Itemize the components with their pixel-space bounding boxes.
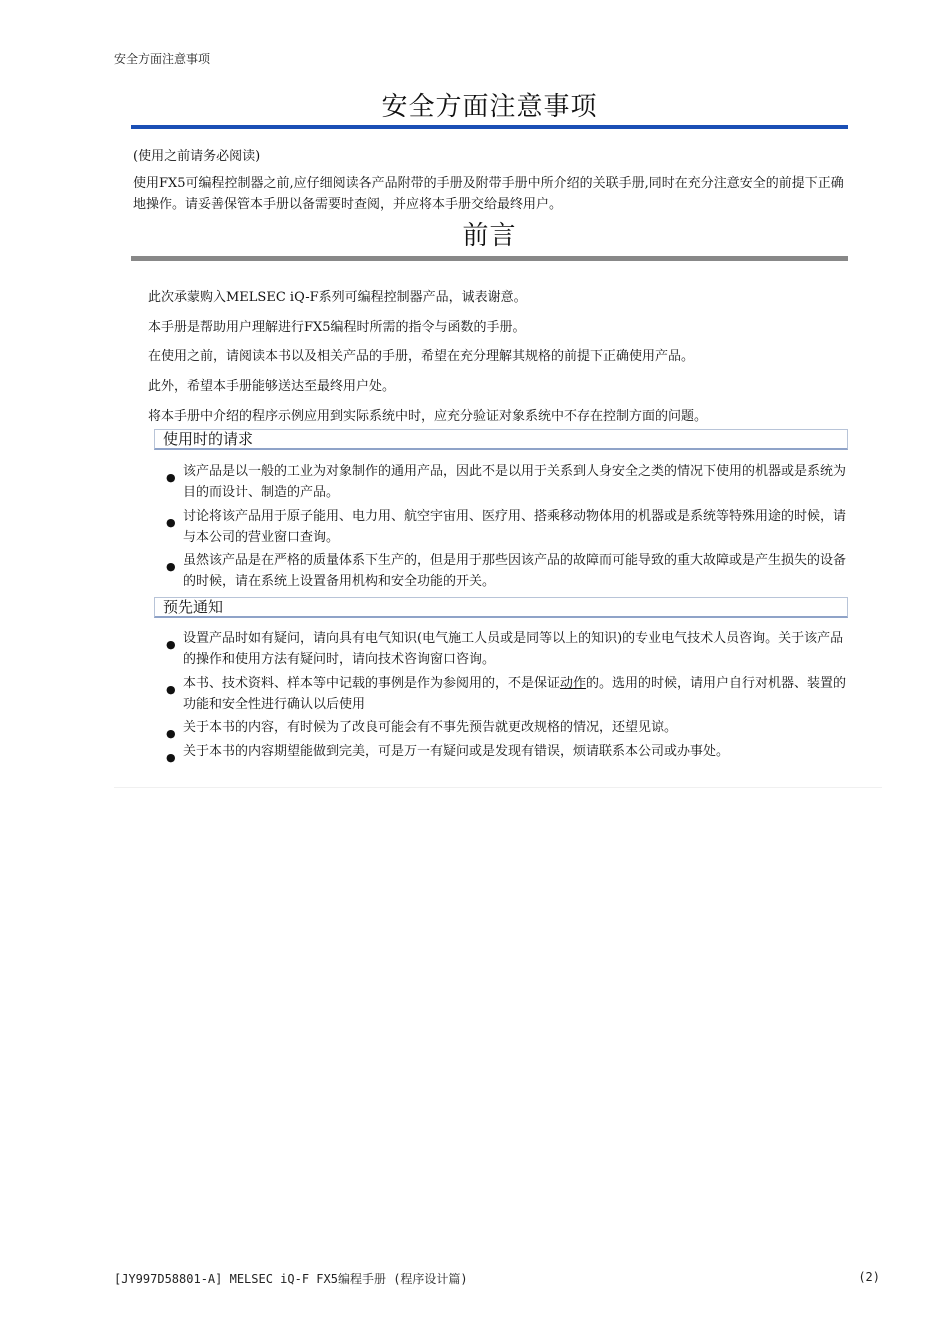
preface-paragraph: 本手册是帮助用户理解进行FX5编程时所需的指令与函数的手册。 [148,320,526,335]
preface-title: 前言 [462,221,517,251]
bullet-icon: ● [166,471,176,484]
list-item: ● 关于本书的内容，有时候为了改良可能会有不事先预告就更改规格的情况，还望见谅。 [166,717,852,738]
preface-paragraph: 此次承蒙购入MELSEC iQ-F系列可编程控制器产品，诚表谢意。 [148,290,527,305]
content-end-divider [114,787,882,788]
footer-doc-reference: [JY997D58801-A] MELSEC iQ-F FX5编程手册 (程序设计篇) [114,1272,468,1286]
running-header: 安全方面注意事项 [114,52,211,66]
footer-page-number: (2) [858,1270,880,1284]
advance-notice-heading: 预先通知 [163,598,224,616]
list-item: ● 本书、技术资料、样本等中记载的事例是作为参阅用的，不是保证动作的。选用的时候，请用户自行对机器、装置的功能和安全性进行确认以后使用 [166,676,847,712]
bullet-icon: ● [166,751,176,764]
bullet-icon: ● [166,638,176,651]
safety-title: 安全方面注意事项 [381,92,598,122]
preface-paragraph: 将本手册中介绍的程序示例应用到实际系统中时，应充分验证对象系统中不存在控制方面的问题。 [148,409,708,424]
list-item: ● 关于本书的内容期望能做到完美，可是万一有疑问或是发现有错误，烦请联系本公司或办事处。 [166,741,852,762]
usage-requirements-heading-box [154,429,848,450]
action-link[interactable]: 动作 [560,676,587,691]
bullet-icon: ● [166,683,176,696]
preface-paragraph: 在使用之前，请阅读本书以及相关产品的手册，希望在充分理解其规格的前提下正确使用产品。 [148,349,695,364]
title-rule-blue [131,125,848,129]
safety-intro-paragraph: 使用FX5可编程控制器之前,应仔细阅读各产品附带的手册及附带手册中所介绍的关联手册,同时在充分注意安全的前提下正确地操作。请妥善保管本手册以备需要时查阅，并应将本手册交给最终用户。 [133,176,844,212]
bullet-icon: ● [166,516,176,529]
list-item: ● 讨论将该产品用于原子能用、电力用、航空宇宙用、医疗用、搭乘移动物体用的机器或是系统等特殊用途的时候，请与本公司的营业窗口查询。 [166,509,847,545]
list-item: ● 该产品是以一般的工业为对象制作的通用产品，因此不是以用于关系到人身安全之类的情况下使用的机器或是系统为目的而设计、制造的产品。 [166,464,847,500]
list-item: ● 设置产品时如有疑问，请向具有电气知识(电气施工人员或是同等以上的知识)的专业电气技术人员咨询。关于该产品的操作和使用方法有疑问时，请向技术咨询窗口咨询。 [166,631,844,667]
preface-paragraph: 此外，希望本手册能够送达至最终用户处。 [148,379,396,394]
title-rule-gray [131,256,848,261]
read-before-use-note: (使用之前请务必阅读) [133,149,261,164]
bullet-icon: ● [166,727,176,740]
list-item: ● 虽然该产品是在严格的质量体系下生产的，但是用于那些因该产品的故障而可能导致的重大故障或是产生损失的设备的时候，请在系统上设置备用机构和安全功能的开关。 [166,553,847,589]
advance-notice-heading-box [154,597,848,618]
usage-requirements-heading: 使用时的请求 [163,430,254,448]
bullet-icon: ● [166,560,176,573]
